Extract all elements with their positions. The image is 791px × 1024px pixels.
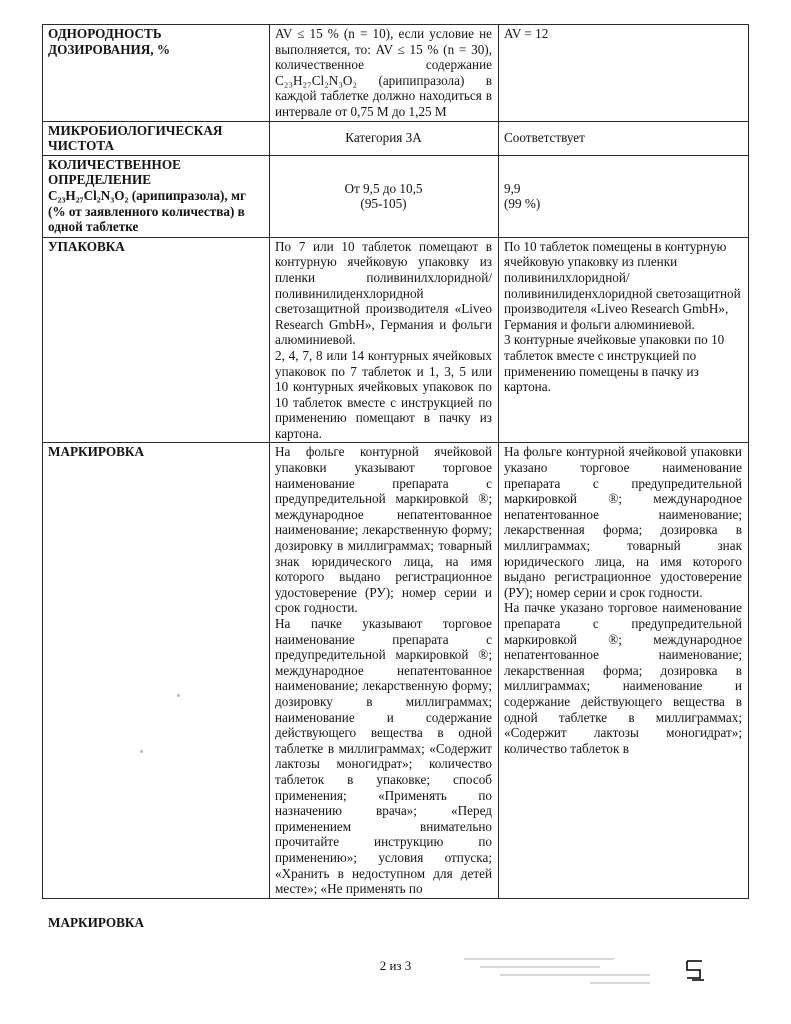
requirement-packaging-p2: 2, 4, 7, 8 или 14 контурных ячейковых упаковок по 7 таблеток и 1, 3, 5 или 10 контурных ячейковых упаковок по 10 таблеток вместе с инструкцией по применению помещают в пачку из картона. [275, 347, 492, 441]
scan-mark-icon [684, 958, 706, 982]
requirement-assay-range: От 9,5 до 10,5 [344, 180, 423, 196]
param-assay [43, 155, 270, 237]
requirement-microbiological-purity: Категория 3А [270, 121, 499, 155]
param-labeling: МАРКИРОВКА [43, 443, 270, 898]
result-assay [499, 155, 749, 237]
param-packaging: УПАКОВКА [43, 237, 270, 443]
faded-stamp [460, 952, 680, 992]
requirement-labeling [270, 443, 499, 898]
specification-table [42, 24, 749, 899]
requirement-labeling-p2: На пачке указывают торговое наименование препарата с предупредительной маркировкой ®; международное непатентованное наименование; лекарственную форму; дозировку в миллиграммах; наименование и содержание действующего вещества в одной таблетке в миллиграммах; «Содержит лактозы моногидрат»; количество таблеток в упаковке; способ применения; «Применять по назначению врача»; «Перед применением внимательно прочитайте инструкцию по применению»; условия отпуска; «Хранить в недоступном для детей месте»; «Не применять по [275, 616, 492, 897]
table-row [43, 443, 749, 898]
result-packaging [499, 237, 749, 443]
result-microbiological-purity: Соответствует [499, 121, 749, 155]
table-row [43, 237, 749, 443]
result-labeling [499, 443, 749, 898]
requirement-dosage-uniformity: AV ≤ 15 % (n = 10), если условие не выполняется, то: AV ≤ 15 % (n = 30), количественное содержание C₂₃H₂₇Cl₂N₃O₂ (арипипразола) в каждой таблетке должно находиться в интервале от 0,75 М до 1,25 М [270, 25, 499, 122]
requirement-packaging-p1: По 7 или 10 таблеток помещают в контурную ячейковую упаковку из пленки поливинилхлоридной/поливинилиденхлоридной светозащитной производителя «Liveo Research GmbH», Германия и фольги алюминиевой. [275, 238, 492, 348]
requirement-packaging [270, 237, 499, 443]
requirement-assay-percent: (95-105) [360, 196, 407, 212]
requirement-labeling-p1: На фольге контурной ячейковой упаковки указывают торговое наименование препарата с предупредительной маркировкой ®; международное непатентованное наименование; лекарственную форму; дозировку в миллиграммах; товарный знак юридического лица, на имя которого выдано регистрационное удостоверение (РУ); номер серии и срок годности. [275, 444, 492, 616]
result-packaging-p1: По 10 таблеток помещены в контурную ячейковую упаковку из пленки поливинилхлоридной/поливинилиденхлоридной светозащитной производителя «Liveo Research GmbH», Германия и фольги алюминиевой. [504, 238, 741, 332]
requirement-assay [270, 155, 499, 237]
param-assay-title: КОЛИЧЕСТВЕННОЕ ОПРЕДЕЛЕНИЕ [48, 156, 181, 188]
page-number: 2 из 3 [379, 958, 412, 973]
scan-speck [140, 750, 143, 753]
result-labeling-p2: На пачке указано торговое наименование препарата с предупредительной маркировкой ®; международное непатентованное наименование; лекарственная форма; дозировка в миллиграммах; наименование и содержание действующего вещества в одной таблетке в миллиграммах; «Содержит лактозы моногидрат»; количество таблеток в [504, 600, 742, 756]
param-microbiological-purity: МИКРОБИОЛОГИЧЕСКАЯ ЧИСТОТА [43, 121, 270, 155]
table-row [43, 25, 749, 122]
scan-speck [177, 694, 180, 697]
result-labeling-p1: На фольге контурной ячейковой упаковки указано торговое наименование препарата с предупредительной маркировкой ®; международное непатентованное наименование; лекарственная форма; дозировка в миллиграммах; товарный знак юридического лица, на имя которого выдано регистрационное удостоверение (РУ); номер серии и срок годности. [504, 444, 742, 600]
param-dosage-uniformity: ОДНОРОДНОСТЬ ДОЗИРОВАНИЯ, % [43, 25, 270, 122]
repeated-labeling-header: МАРКИРОВКА [48, 915, 144, 930]
result-assay-percent: (99 %) [504, 196, 541, 212]
table-row [43, 155, 749, 237]
stamp-texture-icon [460, 952, 680, 992]
result-packaging-p2: 3 контурные ячейковые упаковки по 10 таблеток вместе с инструкцией по применению помещены в пачку из картона. [504, 332, 725, 395]
result-assay-value: 9,9 [504, 180, 521, 196]
table-row [43, 121, 749, 155]
result-dosage-uniformity: AV = 12 [499, 25, 749, 122]
param-assay-subtitle: C₂₃H₂₇Cl₂N₃O₂ (арипипразола), мг (% от заявленного количества) в одной таблетке [48, 187, 246, 235]
